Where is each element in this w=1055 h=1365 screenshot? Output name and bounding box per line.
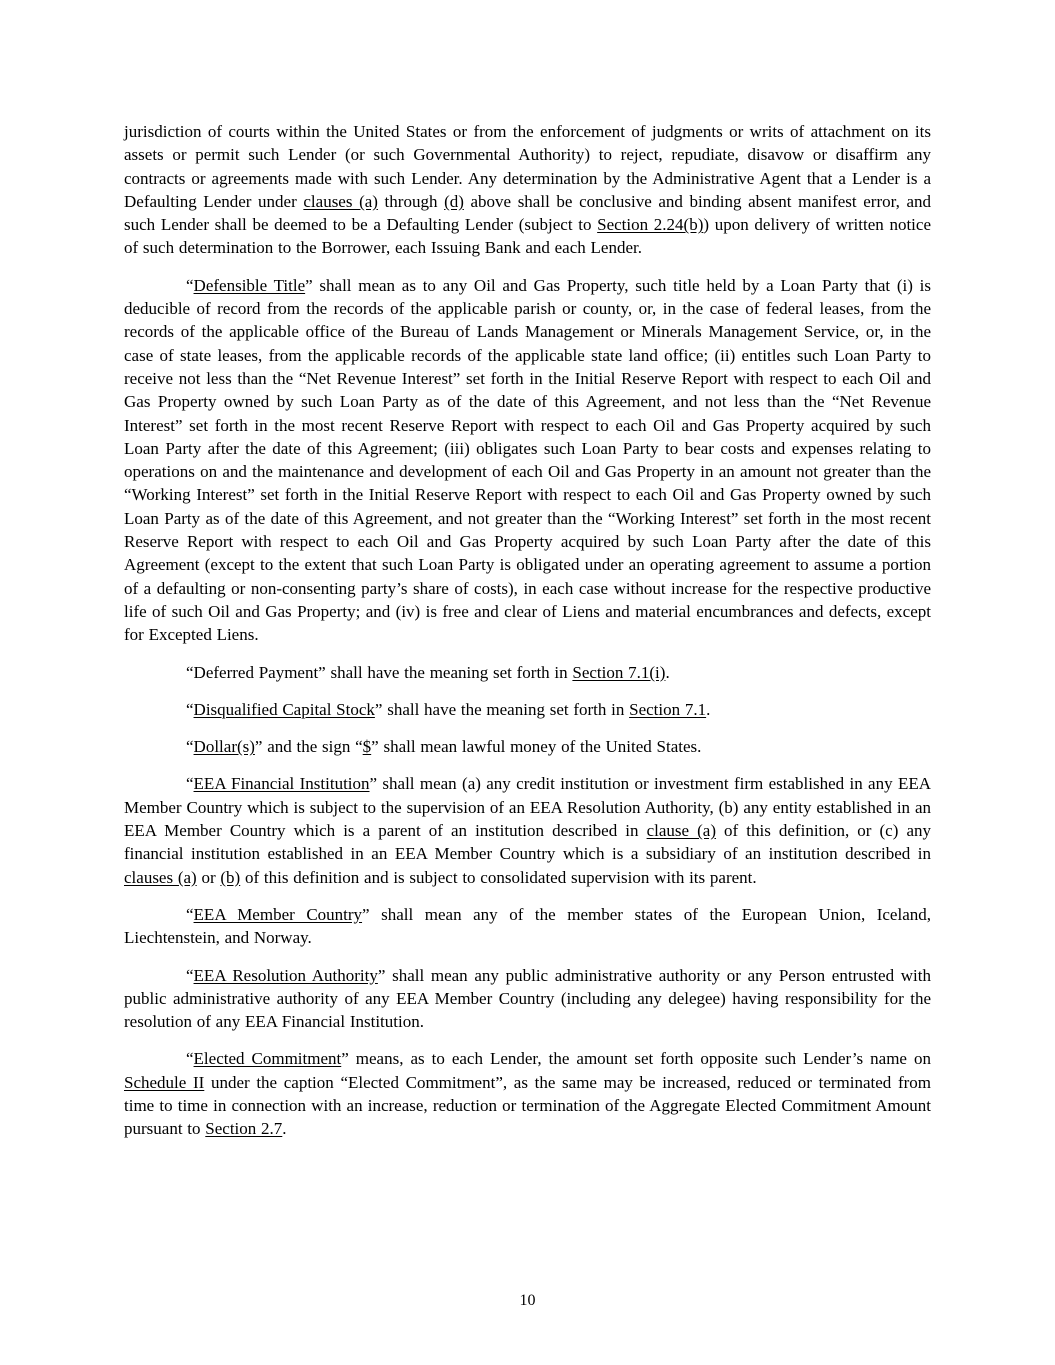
text-run: under the caption “Elected Commitment”, as the same may be increased, reduced or terminated from time to time in connection with an increase, reduction or termination of the Aggregate Elected Commitment Amount pursuant to [124, 1072, 931, 1139]
underlined-term: Section 7.1 [629, 699, 707, 719]
underlined-term: clauses (a) [124, 867, 197, 887]
underlined-term: Defensible Title [193, 275, 306, 295]
underlined-term: Disqualified Capital Stock [193, 699, 375, 719]
paragraph [124, 698, 931, 721]
text-run: “ [186, 774, 194, 794]
underlined-term: clauses (a) [303, 191, 378, 211]
text-run: “ [186, 1049, 194, 1069]
text-run: ” and the sign “ [254, 737, 363, 757]
text-run: “Deferred Payment” shall have the meaning set forth in [186, 662, 573, 682]
text-run: “ [186, 965, 194, 985]
text-run: above shall be conclusive and binding absent manifest error, and such Lender shall be deemed to be a Defaulting Lender (subject to [124, 191, 932, 235]
underlined-term: Section 7.1(i) [572, 662, 666, 682]
underlined-term: Section 2.7 [205, 1119, 283, 1139]
text-run: “ [186, 699, 194, 719]
text-run: ) upon delivery of written notice of such determination to the Borrower, each Issuing Bank and each Lender. [124, 215, 931, 258]
underlined-term: EEA Member Country [193, 904, 363, 924]
paragraph [124, 661, 931, 684]
text-run: . [282, 1119, 287, 1139]
paragraph [124, 120, 931, 260]
paragraph [124, 903, 931, 950]
text-run: or [196, 867, 221, 887]
document-body [124, 120, 931, 1155]
text-run: “ [186, 737, 194, 757]
text-run: ” shall mean any of the member states of the European Union, Iceland, Liechtenstein, and Norway. [124, 904, 931, 948]
paragraph [124, 1047, 931, 1140]
text-run: ” shall mean any public administrative authority or any Person entrusted with public administrative authority of any EEA Member Country (including any delegee) having responsibility for the resolution of any EEA Financial Institution. [124, 965, 931, 1032]
underlined-term: EEA Financial Institution [193, 774, 370, 794]
underlined-term: EEA Resolution Authority [193, 965, 378, 985]
text-run: ” means, as to each Lender, the amount set forth opposite such Lender’s name on [341, 1049, 931, 1069]
underlined-term: Elected Commitment [193, 1049, 342, 1069]
underlined-term: Schedule II [124, 1072, 205, 1092]
underlined-term: (b) [220, 867, 241, 887]
paragraph [124, 964, 931, 1034]
text-run: . [706, 699, 711, 719]
underlined-term: Section 2.24(b) [597, 215, 704, 235]
page-number: 10 [519, 1292, 536, 1309]
text-run: “ [186, 275, 194, 295]
underlined-term: (d) [444, 191, 464, 211]
text-run: ” shall mean (a) any credit institution or investment firm established in any EEA Member Country which is subject to the supervision of an EEA Resolution Authority, (b) any entity established in an EEA Member Country which is a parent of an institution described in [124, 774, 931, 841]
underlined-term: $ [362, 737, 372, 757]
text-run: jurisdiction of courts within the United States or from the enforcement of judgments or writs of attachment on its assets or permit such Lender (or such Governmental Authority) to reject, repudiate, disavow or disaffirm any contracts or agreements made with such Lender. Any determination by the Administrative Agent that a Lender is a Defaulting Lender under [124, 122, 931, 211]
paragraph [124, 274, 931, 647]
text-run: “ [186, 904, 194, 924]
paragraph [124, 735, 931, 758]
paragraph [124, 772, 931, 888]
text-run: of this definition, or (c) any financial institution established in an EEA Member Country which is a subsidiary of an institution described in [124, 821, 931, 864]
text-run: ” shall mean lawful money of the United States. [371, 737, 702, 757]
text-run: of this definition and is subject to consolidated supervision with its parent. [240, 867, 757, 887]
underlined-term: clause (a) [646, 821, 716, 841]
text-run: . [665, 662, 670, 682]
text-run: ” shall have the meaning set forth in [374, 699, 630, 719]
text-run: through [377, 191, 445, 211]
text-run: ” shall mean as to any Oil and Gas Property, such title held by a Loan Party that (i) is deducible of record from the records of the applicable parish or county, or, in the case of federal leases, from the records of the applicable office of the Bureau of Lands Management or Minerals Management Service, or, in the case of state leases, from the applicable records of the applicable state land office; (ii) entitles such Loan Party to receive not less than the “Net Revenue Interest” set forth in the Initial Reserve Report with respect to each Oil and Gas Property owned by such Loan Party as of the date of this Agreement, and not less than the “Net Revenue Interest” set forth in the most recent Reserve Report with respect to each Oil and Gas Property acquired by such Loan Party after the date of this Agreement; (iii) obligates such Loan Party to bear costs and expenses relating to operations on and the maintenance and development of each Oil and Gas Property in an amount not greater than the “Working Interest” set forth in the Initial Reserve Report with respect to each Oil and Gas Property owned by such Loan Party as of the date of this Agreement, and not greater than the “Working Interest” set forth in the most recent Reserve Report with respect to each Oil and Gas Property acquired by such Loan Party after the date of this Agreement (except to the extent that such Loan Party is obligated under an operating agreement to assume a portion of a defaulting or non-consenting party’s share of costs), in each case without increase for the respective productive life of such Oil and Gas Property; and (iv) is free and clear of Liens and material encumbrances and defects, except for Excepted Liens. [124, 275, 931, 645]
underlined-term: Dollar(s) [193, 737, 255, 757]
